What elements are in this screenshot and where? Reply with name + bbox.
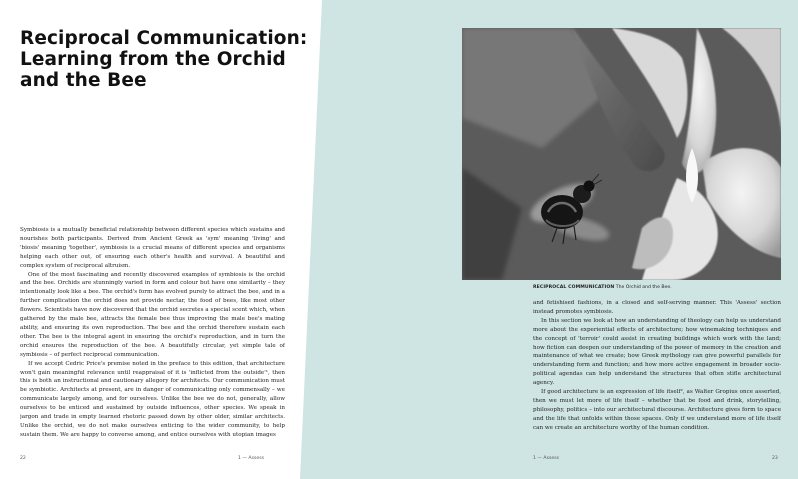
right-folio: 23 <box>772 456 778 461</box>
title-line: Reciprocal Communication: <box>20 28 308 49</box>
title-line: Learning from the Orchid <box>20 49 286 70</box>
left-body-column <box>20 226 285 466</box>
body-paragraph: and fetishised fashions, in a closed and self-serving manner. This 'Assess' section instead promotes symbiosis. <box>533 300 781 315</box>
body-paragraph: Symbiosis is a mutually beneficial relationship between different species which sustains and nourishes both participants. Derived from Ancient Greek as 'sym' meaning 'living' and 'biosis' meaning 'together', symbiosis is a crucial means of different species and organisms helping each other out, of ensuring each other's health and survival. A beautiful and complex system of reciprocal altruism. <box>20 227 285 269</box>
orchid-bee-photo <box>462 28 781 280</box>
title-line: and the Bee <box>20 70 147 91</box>
photo-illustration <box>462 28 781 280</box>
left-running-head: 1 — Assess <box>238 456 264 461</box>
caption-text: The Orchid and the Bee. <box>615 285 672 290</box>
caption-label: RECIPROCAL COMMUNICATION <box>533 285 615 290</box>
right-body-column <box>533 299 781 449</box>
right-running-head: 1 — Assess <box>533 456 559 461</box>
body-paragraph: If good architecture is an expression of life itself², as Walter Gropius once asserted, then we must let more of life itself – whether that be food and drink, storytelling, philosophy, politics – into our architectural discourse. Architecture gives form to space and the life that unfolds within those spaces. Only if we understand more of life itself can we create an architecture worthy of the human condition. <box>533 389 781 431</box>
body-paragraph: One of the most fascinating and recently discovered examples of symbiosis is the orchid and the bee. Orchids are stunningly varied in form and colour but have one similarity – they intentionally look like a bee. The orchid's form has evolved purely to attract the bee, and in a further complication the orchid does not provide nectar, the food of bees, like most other flowers. Scientists have now discovered that the orchid secretes a special scent which, when gathered by the male bee, attracts the female bee thus improving the male bee's mating ability, and ensuring its own reproduction. The bee and the orchid therefore sustain each other. The bee is the integral agent in ensuring the orchid's reproduction, and in turn the orchid ensures the reproduction of the bee. A beautifully circular, yet simple tale of symbiosis – of perfect reciprocal communication. <box>20 271 285 358</box>
chapter-title <box>20 28 310 91</box>
body-paragraph: In this section we look at how an understanding of theology can help us understand more about the experiential effects of architecture; how winemaking techniques and the concept of 'terroir' could assist in creating buildings which work with the land; how fiction can deepen our understanding of the power of memory in the creation and maintenance of what we create; how Greek mythology can give powerful parallels for understanding form and function; and how more active engagement in broader socio-political agendas can help understand the structures that often stifle architectural agency. <box>533 317 781 387</box>
body-paragraph: If we accept Cedric Price's premise noted in the preface to this edition, that architecture won't gain meaningful relevance until reappraisal of it is 'inflicted from the outside'¹, then this is both an instructional and cautionary allegory for architects. Our communication must be symbiotic. Architects at present, are in danger of communicating only commensally – we communicate largely among, and for ourselves. Unlike the bee we do not, generally, allow ourselves to be enticed and sustained by outside influences, other species. We speak in jargon and trade in empty learned rhetoric passed down by other older, similar architects. Unlike the orchid, we do not make ourselves enticing to the wider community, to help sustain them. We are happy to converse among, and entice ourselves with utopian images <box>20 360 285 438</box>
photo-caption <box>533 285 783 291</box>
left-folio: 22 <box>20 456 26 461</box>
